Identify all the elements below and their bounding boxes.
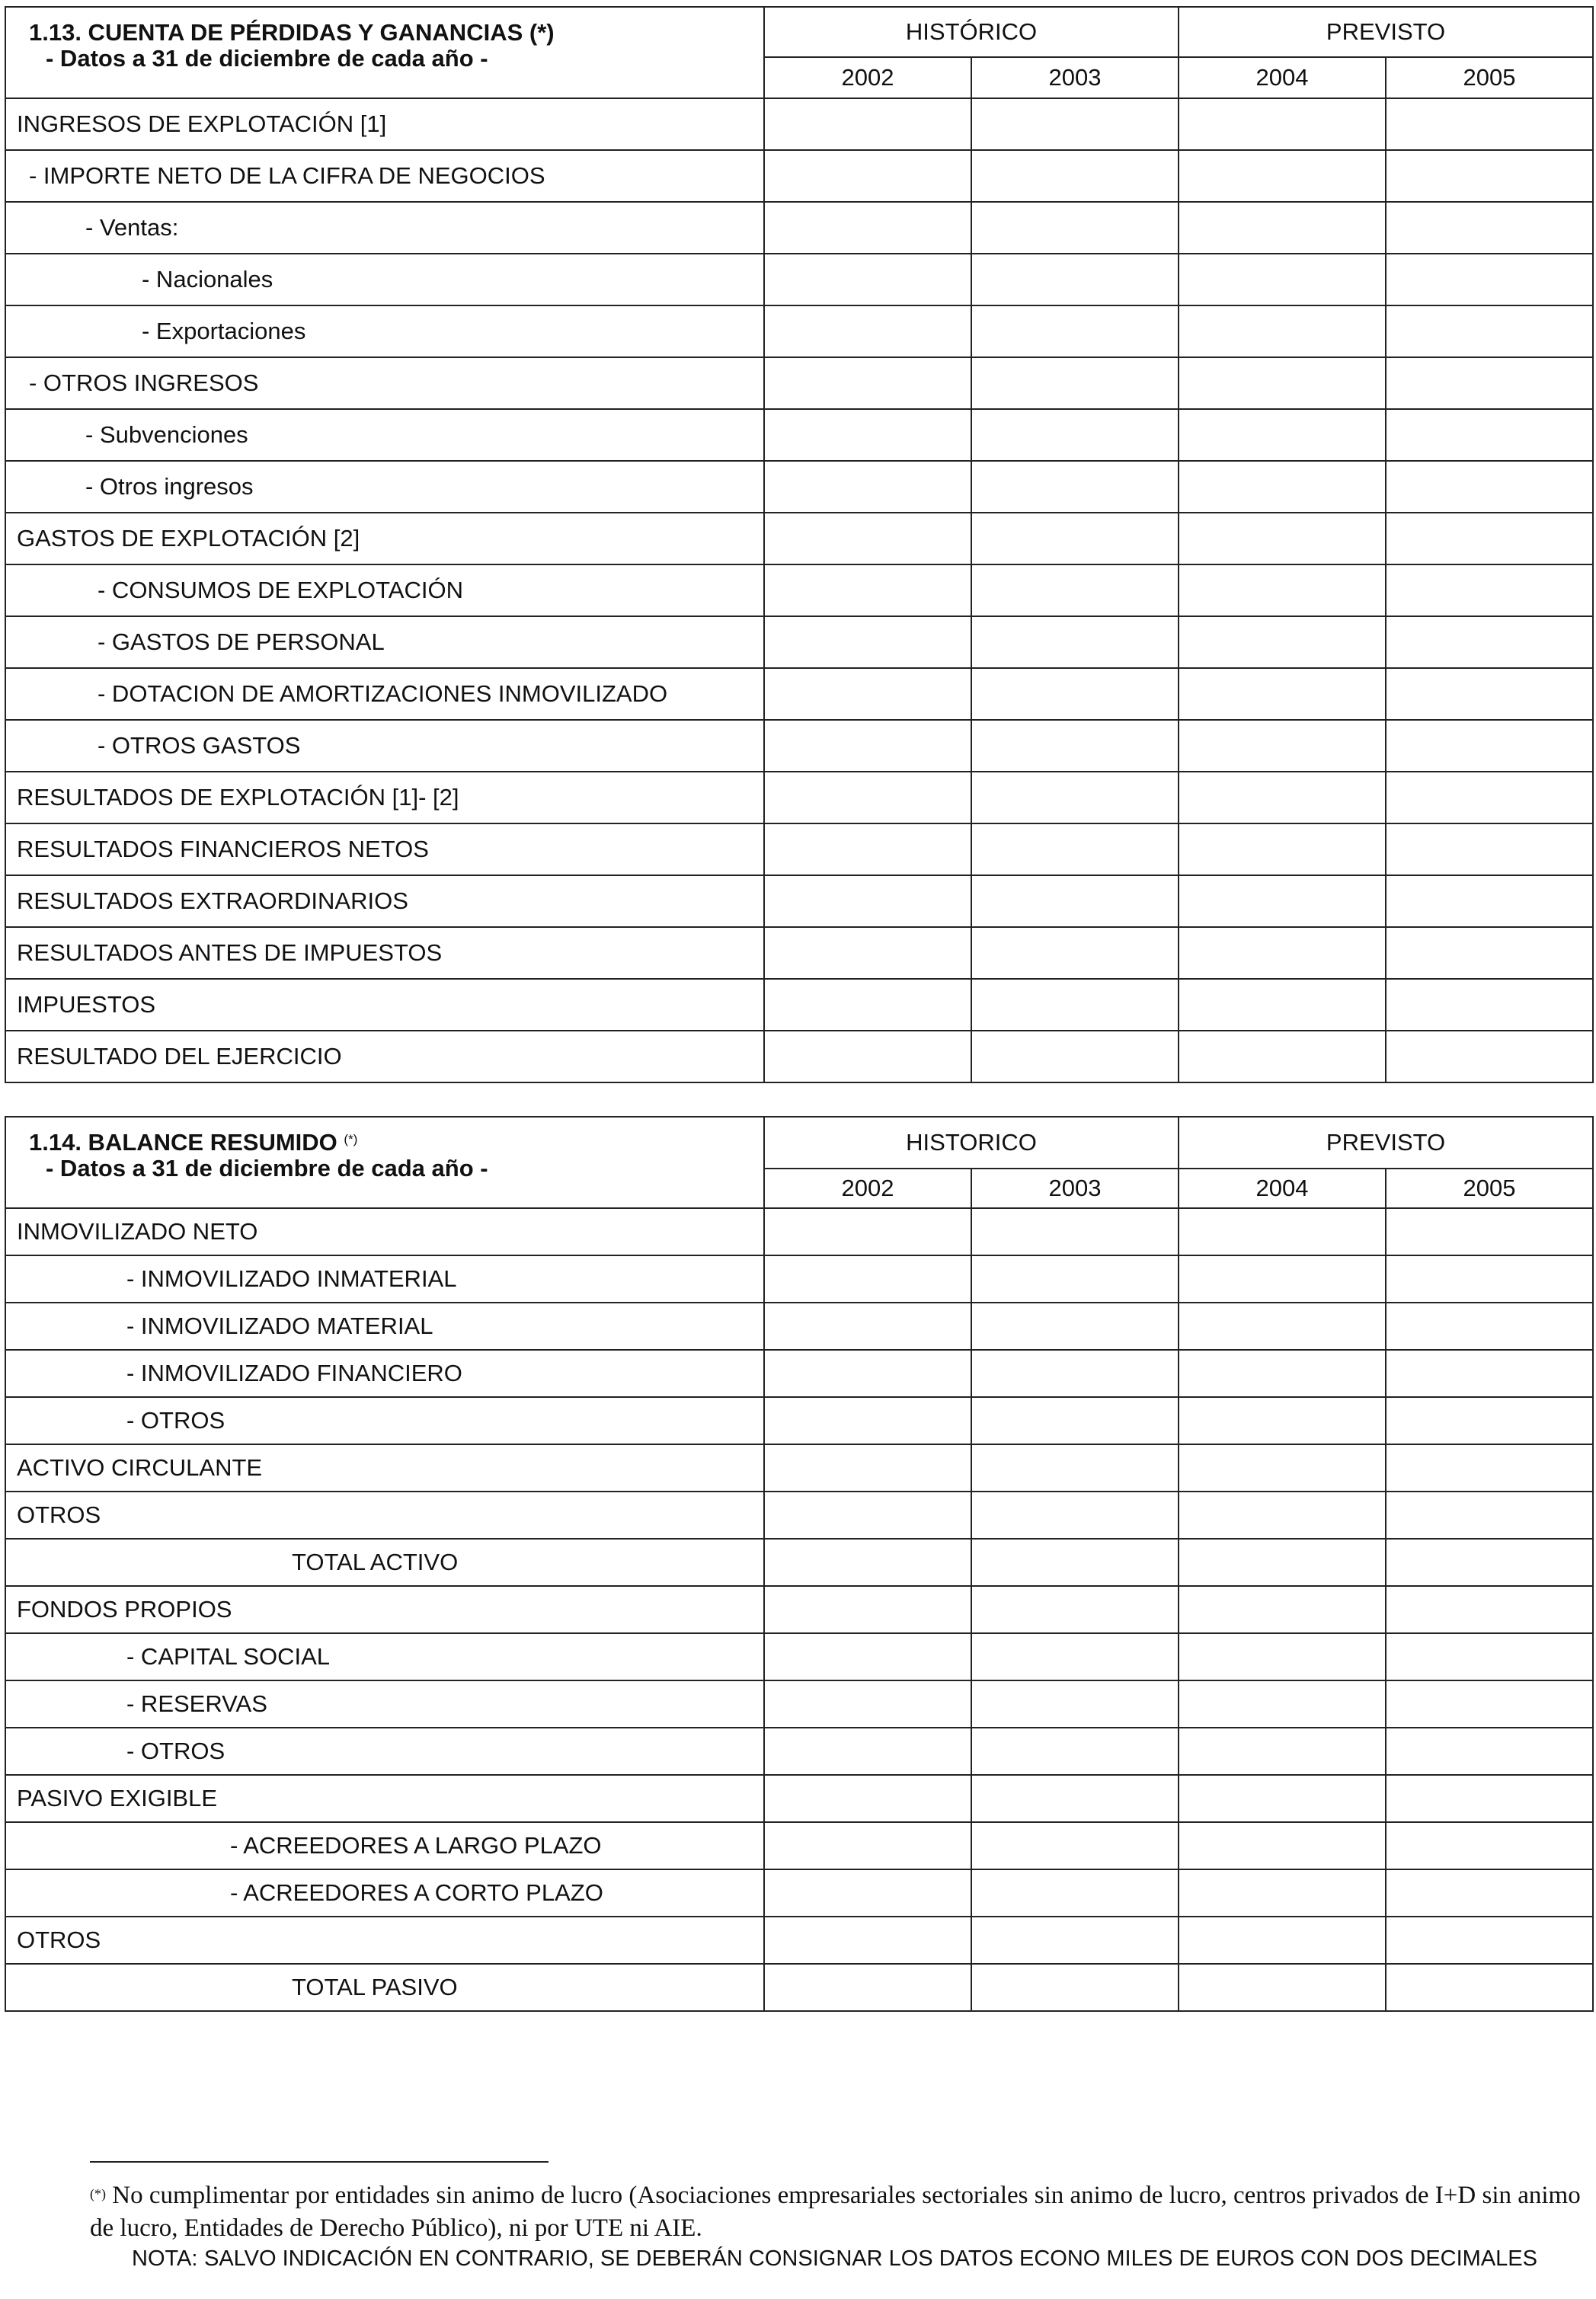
value-cell-2003[interactable] bbox=[971, 668, 1179, 720]
value-cell-2003[interactable] bbox=[971, 1031, 1179, 1082]
row-label: OTROS bbox=[5, 1917, 764, 1964]
table-row bbox=[5, 616, 1593, 668]
value-cell-2002[interactable] bbox=[764, 927, 971, 979]
table-row bbox=[5, 1869, 1593, 1917]
table-row bbox=[5, 357, 1593, 409]
value-cell-2003[interactable] bbox=[971, 616, 1179, 668]
value-cell-2004[interactable] bbox=[1179, 927, 1386, 979]
value-cell-2003[interactable] bbox=[971, 927, 1179, 979]
table-row bbox=[5, 1397, 1593, 1444]
value-cell-2002[interactable] bbox=[764, 1350, 971, 1397]
value-cell-2002[interactable] bbox=[764, 98, 971, 150]
row-label: - DOTACION DE AMORTIZACIONES INMOVILIZADO bbox=[5, 668, 764, 720]
row-label: IMPUESTOS bbox=[5, 979, 764, 1031]
value-cell-2005[interactable] bbox=[1386, 1303, 1593, 1350]
value-cell-2004[interactable] bbox=[1179, 98, 1386, 150]
value-cell-2004[interactable] bbox=[1179, 1728, 1386, 1775]
table-row bbox=[5, 1728, 1593, 1775]
table-row bbox=[5, 1350, 1593, 1397]
value-cell-2005[interactable] bbox=[1386, 513, 1593, 564]
value-cell-2004[interactable] bbox=[1179, 979, 1386, 1031]
value-cell-2005[interactable] bbox=[1386, 823, 1593, 875]
value-cell-2004[interactable] bbox=[1179, 1586, 1386, 1633]
table-row bbox=[5, 564, 1593, 616]
row-label: ACTIVO CIRCULANTE bbox=[5, 1444, 764, 1492]
value-cell-2005[interactable] bbox=[1386, 1869, 1593, 1917]
value-cell-2005[interactable] bbox=[1386, 254, 1593, 305]
value-cell-2005[interactable] bbox=[1386, 1031, 1593, 1082]
value-cell-2004[interactable] bbox=[1179, 305, 1386, 357]
row-label: - INMOVILIZADO MATERIAL bbox=[5, 1303, 764, 1350]
nota-text: SALVO INDICACIÓN EN CONTRARIO, SE DEBERÁN CONSIGNAR LOS DATOS ECONO MILES DE EUROS CON DOS DECIMALES bbox=[204, 2246, 1537, 2271]
value-cell-2005[interactable] bbox=[1386, 979, 1593, 1031]
row-label: - CONSUMOS DE EXPLOTACIÓN bbox=[5, 564, 764, 616]
table-row bbox=[5, 1031, 1593, 1082]
value-cell-2003[interactable] bbox=[971, 1917, 1179, 1964]
value-cell-2002[interactable] bbox=[764, 823, 971, 875]
value-cell-2004[interactable] bbox=[1179, 1350, 1386, 1397]
value-cell-2005[interactable] bbox=[1386, 1397, 1593, 1444]
value-cell-2005[interactable] bbox=[1386, 1775, 1593, 1822]
table-row bbox=[5, 305, 1593, 357]
value-cell-2002[interactable] bbox=[764, 1680, 971, 1728]
profit-loss-title: 1.13. CUENTA DE PÉRDIDAS Y GANANCIAS (*) bbox=[29, 19, 555, 46]
value-cell-2002[interactable] bbox=[764, 1255, 971, 1303]
row-label: RESULTADO DEL EJERCICIO bbox=[5, 1031, 764, 1082]
row-label: - OTROS bbox=[5, 1397, 764, 1444]
value-cell-2003[interactable] bbox=[971, 1680, 1179, 1728]
value-cell-2002[interactable] bbox=[764, 150, 971, 202]
value-cell-2004[interactable] bbox=[1179, 1397, 1386, 1444]
table-row bbox=[5, 772, 1593, 823]
value-cell-2005[interactable] bbox=[1386, 1586, 1593, 1633]
value-cell-2005[interactable] bbox=[1386, 720, 1593, 772]
value-cell-2002[interactable] bbox=[764, 979, 971, 1031]
value-cell-2003[interactable] bbox=[971, 823, 1179, 875]
value-cell-2004[interactable] bbox=[1179, 461, 1386, 513]
value-cell-2003[interactable] bbox=[971, 1869, 1179, 1917]
value-cell-2003[interactable] bbox=[971, 979, 1179, 1031]
profit-loss-forecast-header: PREVISTO bbox=[1179, 7, 1593, 57]
value-cell-2005[interactable] bbox=[1386, 98, 1593, 150]
table-row bbox=[5, 1633, 1593, 1680]
table-row bbox=[5, 1964, 1593, 2011]
value-cell-2002[interactable] bbox=[764, 1917, 971, 1964]
value-cell-2003[interactable] bbox=[971, 1492, 1179, 1539]
value-cell-2004[interactable] bbox=[1179, 1031, 1386, 1082]
value-cell-2002[interactable] bbox=[764, 564, 971, 616]
value-cell-2005[interactable] bbox=[1386, 150, 1593, 202]
balance-title: 1.14. BALANCE RESUMIDO (*) bbox=[29, 1129, 358, 1156]
row-label: - OTROS GASTOS bbox=[5, 720, 764, 772]
value-cell-2005[interactable] bbox=[1386, 202, 1593, 254]
table-row bbox=[5, 1492, 1593, 1539]
profit-loss-table bbox=[5, 6, 1594, 1083]
value-cell-2003[interactable] bbox=[971, 1208, 1179, 1255]
value-cell-2004[interactable] bbox=[1179, 564, 1386, 616]
year-header: 2004 bbox=[1179, 57, 1386, 98]
value-cell-2005[interactable] bbox=[1386, 1964, 1593, 2011]
value-cell-2002[interactable] bbox=[764, 461, 971, 513]
value-cell-2003[interactable] bbox=[971, 875, 1179, 927]
value-cell-2002[interactable] bbox=[764, 1775, 971, 1822]
balance-subtitle: - Datos a 31 de diciembre de cada año - bbox=[46, 1155, 488, 1181]
value-cell-2005[interactable] bbox=[1386, 1633, 1593, 1680]
value-cell-2004[interactable] bbox=[1179, 772, 1386, 823]
value-cell-2003[interactable] bbox=[971, 357, 1179, 409]
balance-historic-header: HISTORICO bbox=[764, 1117, 1179, 1169]
table-row bbox=[5, 150, 1593, 202]
footnote bbox=[90, 2179, 1583, 2245]
value-cell-2004[interactable] bbox=[1179, 1633, 1386, 1680]
table-row bbox=[5, 513, 1593, 564]
row-label: - CAPITAL SOCIAL bbox=[5, 1633, 764, 1680]
row-label: GASTOS DE EXPLOTACIÓN [2] bbox=[5, 513, 764, 564]
value-cell-2004[interactable] bbox=[1179, 202, 1386, 254]
value-cell-2003[interactable] bbox=[971, 1350, 1179, 1397]
table-row bbox=[5, 1539, 1593, 1586]
nota bbox=[132, 2247, 1587, 2271]
value-cell-2002[interactable] bbox=[764, 1633, 971, 1680]
value-cell-2002[interactable] bbox=[764, 1397, 971, 1444]
value-cell-2002[interactable] bbox=[764, 616, 971, 668]
row-label: - Subvenciones bbox=[5, 409, 764, 461]
row-label: - IMPORTE NETO DE LA CIFRA DE NEGOCIOS bbox=[5, 150, 764, 202]
value-cell-2005[interactable] bbox=[1386, 1822, 1593, 1869]
footnote-text: No cumplimentar por entidades sin animo de lucro (Asociaciones empresariales sectoriales sin animo de lucro, centros privados de I+D sin animo de lucro, Entidades de Derecho Público), ni por UTE ni AIE. bbox=[90, 2182, 1581, 2242]
value-cell-2004[interactable] bbox=[1179, 357, 1386, 409]
table-row bbox=[5, 720, 1593, 772]
value-cell-2005[interactable] bbox=[1386, 1680, 1593, 1728]
table-row bbox=[5, 254, 1593, 305]
profit-loss-historic-header: HISTÓRICO bbox=[764, 7, 1179, 57]
table-row bbox=[5, 461, 1593, 513]
value-cell-2005[interactable] bbox=[1386, 564, 1593, 616]
value-cell-2005[interactable] bbox=[1386, 357, 1593, 409]
value-cell-2004[interactable] bbox=[1179, 1822, 1386, 1869]
table-row bbox=[5, 875, 1593, 927]
year-header: 2004 bbox=[1179, 1169, 1386, 1208]
value-cell-2003[interactable] bbox=[971, 1633, 1179, 1680]
value-cell-2004[interactable] bbox=[1179, 1208, 1386, 1255]
value-cell-2003[interactable] bbox=[971, 1728, 1179, 1775]
value-cell-2004[interactable] bbox=[1179, 1303, 1386, 1350]
value-cell-2005[interactable] bbox=[1386, 875, 1593, 927]
row-label: - RESERVAS bbox=[5, 1680, 764, 1728]
value-cell-2004[interactable] bbox=[1179, 1964, 1386, 2011]
value-cell-2005[interactable] bbox=[1386, 1728, 1593, 1775]
value-cell-2003[interactable] bbox=[971, 1444, 1179, 1492]
value-cell-2002[interactable] bbox=[764, 305, 971, 357]
row-label: - Ventas: bbox=[5, 202, 764, 254]
table-row bbox=[5, 1255, 1593, 1303]
value-cell-2003[interactable] bbox=[971, 305, 1179, 357]
table-row bbox=[5, 668, 1593, 720]
table-row bbox=[5, 202, 1593, 254]
value-cell-2005[interactable] bbox=[1386, 461, 1593, 513]
value-cell-2005[interactable] bbox=[1386, 305, 1593, 357]
balance-title-cell bbox=[5, 1117, 764, 1208]
table-row bbox=[5, 823, 1593, 875]
row-label: INMOVILIZADO NETO bbox=[5, 1208, 764, 1255]
year-header: 2003 bbox=[971, 57, 1179, 98]
nota-label: NOTA: bbox=[132, 2246, 198, 2271]
value-cell-2003[interactable] bbox=[971, 150, 1179, 202]
value-cell-2003[interactable] bbox=[971, 772, 1179, 823]
value-cell-2004[interactable] bbox=[1179, 720, 1386, 772]
value-cell-2003[interactable] bbox=[971, 1775, 1179, 1822]
footnote-mark: (*) bbox=[90, 2186, 106, 2201]
value-cell-2003[interactable] bbox=[971, 1586, 1179, 1633]
value-cell-2002[interactable] bbox=[764, 409, 971, 461]
value-cell-2002[interactable] bbox=[764, 1303, 971, 1350]
value-cell-2004[interactable] bbox=[1179, 875, 1386, 927]
value-cell-2005[interactable] bbox=[1386, 1444, 1593, 1492]
value-cell-2002[interactable] bbox=[764, 1208, 971, 1255]
value-cell-2003[interactable] bbox=[971, 513, 1179, 564]
value-cell-2002[interactable] bbox=[764, 357, 971, 409]
value-cell-2005[interactable] bbox=[1386, 1350, 1593, 1397]
value-cell-2002[interactable] bbox=[764, 254, 971, 305]
value-cell-2002[interactable] bbox=[764, 513, 971, 564]
value-cell-2004[interactable] bbox=[1179, 254, 1386, 305]
year-header: 2002 bbox=[764, 1169, 971, 1208]
footnote-rule bbox=[90, 2161, 549, 2163]
year-header: 2003 bbox=[971, 1169, 1179, 1208]
table-row bbox=[5, 1822, 1593, 1869]
table-row bbox=[5, 1303, 1593, 1350]
balance-table bbox=[5, 1116, 1594, 2012]
value-cell-2002[interactable] bbox=[764, 1964, 971, 2011]
value-cell-2003[interactable] bbox=[971, 254, 1179, 305]
value-cell-2004[interactable] bbox=[1179, 1492, 1386, 1539]
row-label: RESULTADOS ANTES DE IMPUESTOS bbox=[5, 927, 764, 979]
value-cell-2005[interactable] bbox=[1386, 1255, 1593, 1303]
value-cell-2004[interactable] bbox=[1179, 668, 1386, 720]
row-label: - Nacionales bbox=[5, 254, 764, 305]
year-header: 2005 bbox=[1386, 57, 1593, 98]
value-cell-2003[interactable] bbox=[971, 564, 1179, 616]
year-header: 2002 bbox=[764, 57, 971, 98]
value-cell-2003[interactable] bbox=[971, 1822, 1179, 1869]
value-cell-2003[interactable] bbox=[971, 461, 1179, 513]
value-cell-2004[interactable] bbox=[1179, 513, 1386, 564]
value-cell-2005[interactable] bbox=[1386, 668, 1593, 720]
value-cell-2002[interactable] bbox=[764, 1444, 971, 1492]
value-cell-2002[interactable] bbox=[764, 668, 971, 720]
profit-loss-body bbox=[5, 98, 1593, 1082]
row-label: RESULTADOS DE EXPLOTACIÓN [1]- [2] bbox=[5, 772, 764, 823]
value-cell-2002[interactable] bbox=[764, 1822, 971, 1869]
value-cell-2003[interactable] bbox=[971, 1303, 1179, 1350]
row-label: - GASTOS DE PERSONAL bbox=[5, 616, 764, 668]
value-cell-2002[interactable] bbox=[764, 875, 971, 927]
row-label: - ACREEDORES A CORTO PLAZO bbox=[5, 1869, 764, 1917]
value-cell-2003[interactable] bbox=[971, 1255, 1179, 1303]
row-label: - INMOVILIZADO INMATERIAL bbox=[5, 1255, 764, 1303]
value-cell-2002[interactable] bbox=[764, 1869, 971, 1917]
table-row bbox=[5, 1586, 1593, 1633]
table-row bbox=[5, 1208, 1593, 1255]
value-cell-2005[interactable] bbox=[1386, 1539, 1593, 1586]
value-cell-2003[interactable] bbox=[971, 720, 1179, 772]
value-cell-2005[interactable] bbox=[1386, 1917, 1593, 1964]
table-row bbox=[5, 409, 1593, 461]
value-cell-2002[interactable] bbox=[764, 1492, 971, 1539]
value-cell-2003[interactable] bbox=[971, 1539, 1179, 1586]
value-cell-2002[interactable] bbox=[764, 772, 971, 823]
value-cell-2004[interactable] bbox=[1179, 1539, 1386, 1586]
table-row bbox=[5, 1917, 1593, 1964]
row-label: - ACREEDORES A LARGO PLAZO bbox=[5, 1822, 764, 1869]
table-row bbox=[5, 1775, 1593, 1822]
value-cell-2003[interactable] bbox=[971, 1397, 1179, 1444]
value-cell-2005[interactable] bbox=[1386, 1208, 1593, 1255]
table-row bbox=[5, 979, 1593, 1031]
row-label: PASIVO EXIGIBLE bbox=[5, 1775, 764, 1822]
value-cell-2004[interactable] bbox=[1179, 1444, 1386, 1492]
row-label: - OTROS INGRESOS bbox=[5, 357, 764, 409]
table-row bbox=[5, 927, 1593, 979]
row-label: FONDOS PROPIOS bbox=[5, 1586, 764, 1633]
value-cell-2004[interactable] bbox=[1179, 1775, 1386, 1822]
table-row bbox=[5, 98, 1593, 150]
value-cell-2004[interactable] bbox=[1179, 616, 1386, 668]
value-cell-2002[interactable] bbox=[764, 1586, 971, 1633]
value-cell-2005[interactable] bbox=[1386, 1492, 1593, 1539]
value-cell-2005[interactable] bbox=[1386, 616, 1593, 668]
value-cell-2005[interactable] bbox=[1386, 409, 1593, 461]
value-cell-2002[interactable] bbox=[764, 202, 971, 254]
row-label: TOTAL ACTIVO bbox=[5, 1539, 764, 1586]
value-cell-2004[interactable] bbox=[1179, 1255, 1386, 1303]
row-label: - Otros ingresos bbox=[5, 461, 764, 513]
row-label: INGRESOS DE EXPLOTACIÓN [1] bbox=[5, 98, 764, 150]
row-label: OTROS bbox=[5, 1492, 764, 1539]
profit-loss-subtitle: - Datos a 31 de diciembre de cada año - bbox=[46, 45, 488, 72]
value-cell-2002[interactable] bbox=[764, 1728, 971, 1775]
value-cell-2003[interactable] bbox=[971, 1964, 1179, 2011]
value-cell-2004[interactable] bbox=[1179, 1680, 1386, 1728]
value-cell-2002[interactable] bbox=[764, 1031, 971, 1082]
value-cell-2002[interactable] bbox=[764, 720, 971, 772]
row-label: - OTROS bbox=[5, 1728, 764, 1775]
balance-body bbox=[5, 1208, 1593, 2011]
row-label: - INMOVILIZADO FINANCIERO bbox=[5, 1350, 764, 1397]
value-cell-2004[interactable] bbox=[1179, 1869, 1386, 1917]
value-cell-2003[interactable] bbox=[971, 202, 1179, 254]
value-cell-2004[interactable] bbox=[1179, 1917, 1386, 1964]
balance-forecast-header: PREVISTO bbox=[1179, 1117, 1593, 1169]
value-cell-2004[interactable] bbox=[1179, 150, 1386, 202]
value-cell-2003[interactable] bbox=[971, 409, 1179, 461]
profit-loss-title-cell bbox=[5, 7, 764, 98]
value-cell-2003[interactable] bbox=[971, 98, 1179, 150]
value-cell-2005[interactable] bbox=[1386, 927, 1593, 979]
value-cell-2002[interactable] bbox=[764, 1539, 971, 1586]
row-label: RESULTADOS FINANCIEROS NETOS bbox=[5, 823, 764, 875]
value-cell-2004[interactable] bbox=[1179, 409, 1386, 461]
value-cell-2005[interactable] bbox=[1386, 772, 1593, 823]
row-label: - Exportaciones bbox=[5, 305, 764, 357]
row-label: RESULTADOS EXTRAORDINARIOS bbox=[5, 875, 764, 927]
value-cell-2004[interactable] bbox=[1179, 823, 1386, 875]
table-row bbox=[5, 1444, 1593, 1492]
row-label: TOTAL PASIVO bbox=[5, 1964, 764, 2011]
year-header: 2005 bbox=[1386, 1169, 1593, 1208]
table-row bbox=[5, 1680, 1593, 1728]
